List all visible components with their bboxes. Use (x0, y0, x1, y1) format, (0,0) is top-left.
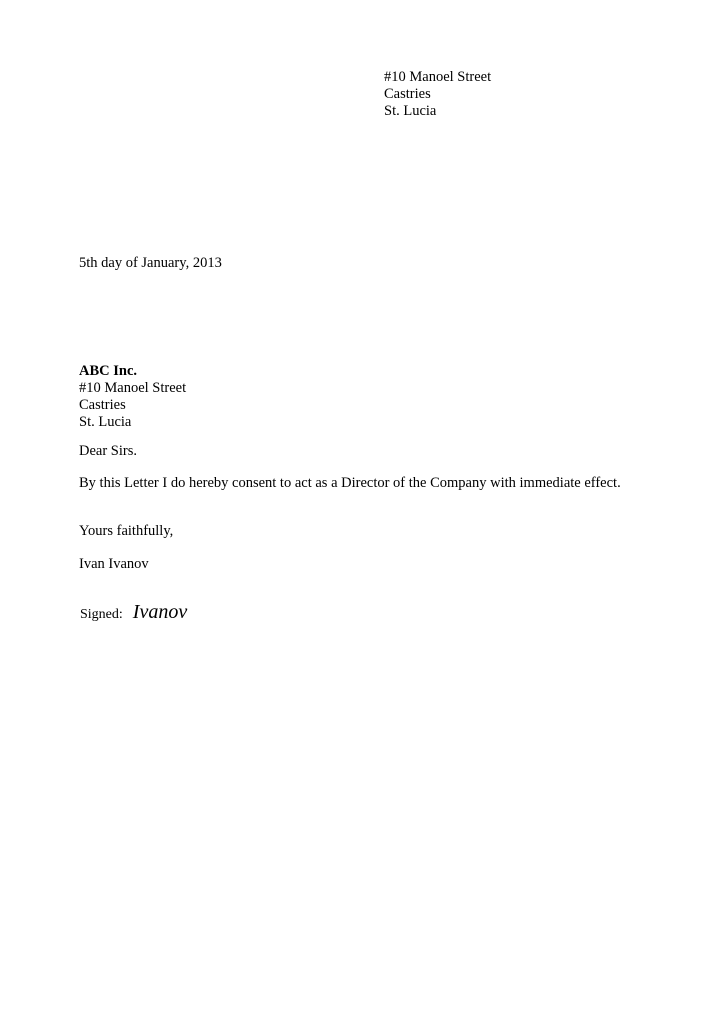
signature-row (80, 601, 188, 623)
signed-label: Signed: (80, 607, 123, 622)
sender-address (384, 69, 491, 120)
recipient-block (79, 363, 186, 431)
letter-date: 5th day of January, 2013 (79, 255, 222, 271)
salutation: Dear Sirs. (79, 443, 137, 459)
sender-address-line: #10 Manoel Street (384, 69, 492, 85)
sender-address-line: St. Lucia (384, 103, 437, 119)
recipient-address-line: #10 Manoel Street (79, 380, 187, 396)
recipient-address-line: St. Lucia (79, 414, 132, 430)
closing: Yours faithfully, (79, 523, 174, 539)
recipient-name: ABC Inc. (79, 363, 138, 379)
signatory-name: Ivan Ivanov (79, 556, 149, 572)
letter-body: By this Letter I do hereby consent to act as a Director of the Company with immediate effect. (79, 475, 621, 491)
recipient-address-line: Castries (79, 397, 126, 413)
signature: Ivanov (132, 601, 188, 623)
sender-address-line: Castries (384, 86, 431, 102)
